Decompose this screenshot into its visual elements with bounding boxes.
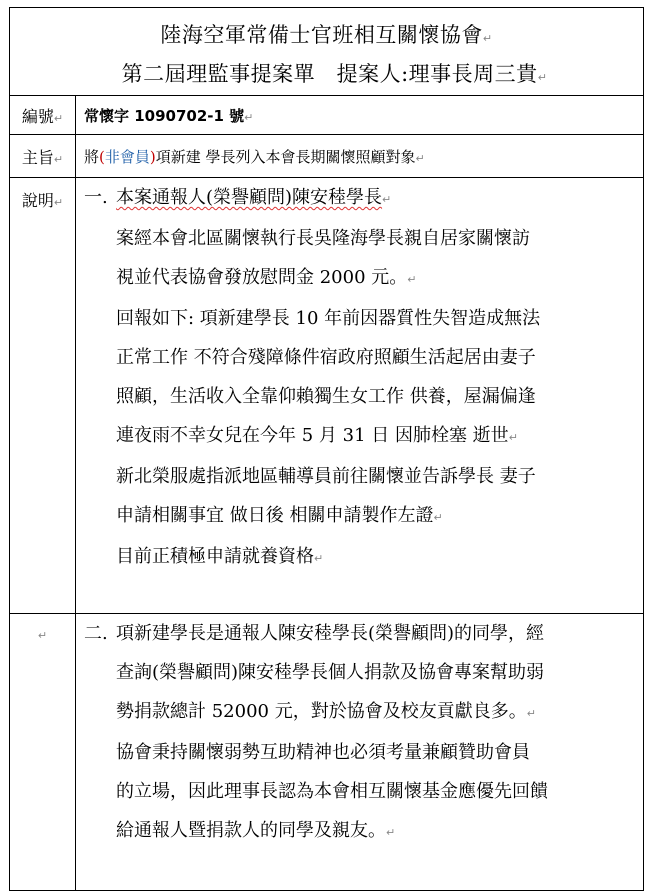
section-1-line: 目前正積極申請就養資格↵ bbox=[116, 546, 324, 567]
proposal-table bbox=[9, 7, 644, 891]
purpose-label: 主旨↵ bbox=[10, 135, 76, 178]
section-1-line: 新北榮服處指派地區輔導員前往關懷並告訴學長 妻子 bbox=[116, 466, 536, 487]
section-1-line: 照顧，生活收入全靠仰賴獨生女工作 供養，屋漏偏逢 bbox=[116, 386, 536, 407]
description-section-1 bbox=[76, 178, 644, 614]
section-1-line: 申請相關事宜 做日後 相關申請製作左證↵ bbox=[116, 505, 443, 526]
purpose-value: 將(非會員)項新建 學長列入本會長期關懷照顧對象↵ bbox=[76, 135, 644, 178]
section-2-line: 勢捐款總計 52000 元，對於協會及校友貢獻良多。↵ bbox=[116, 701, 536, 722]
section-1-line: 正常工作 不符合殘障條件宿政府照顧生活起居由妻子 bbox=[116, 347, 536, 368]
section-2-line: 給通報人暨捐款人的同學及親友。↵ bbox=[116, 820, 396, 841]
section-2-line: 項新建學長是通報人陳安稑學長(榮譽顧問)的同學，經 bbox=[116, 623, 545, 644]
section-2-number: 二. bbox=[84, 623, 108, 644]
section-1-line: 視並代表協會發放慰問金 2000 元。↵ bbox=[116, 267, 417, 288]
empty-label-cell: ↵ bbox=[10, 614, 76, 891]
title-cell bbox=[10, 8, 644, 96]
section-1-line: 連夜雨不幸女兒在今年 5 月 31 日 因肺栓塞 逝世↵ bbox=[116, 425, 518, 446]
id-value: 常懷字 1090702-1 號↵ bbox=[76, 96, 644, 135]
section-2-line: 查詢(榮譽顧問)陳安稑學長個人捐款及協會專案幫助弱 bbox=[116, 662, 545, 683]
section-1-line: 案經本會北區關懷執行長吳隆海學長親自居家關懷訪 bbox=[116, 228, 530, 249]
section-1-number: 一. bbox=[84, 187, 108, 208]
proposal-title: 第二屆理監事提案單 提案人:理事長周三貴↵ bbox=[121, 62, 548, 86]
section-2-line: 協會秉持關懷弱勢互助精神也必須考量兼顧贊助會員 bbox=[116, 742, 530, 763]
section-1-line: 本案通報人(榮譽顧問)陳安稑學長↵ bbox=[116, 187, 392, 208]
section-1-line: 回報如下: 項新建學長 10 年前因器質性失智造成無法 bbox=[116, 308, 541, 329]
non-member-highlight: 非會員 bbox=[104, 147, 150, 166]
description-label: 說明↵ bbox=[10, 178, 76, 614]
section-1-paragraph bbox=[84, 178, 633, 578]
section-2-line: 的立場，因此理事長認為本會相互關懷基金應優先回饋 bbox=[116, 781, 548, 802]
description-section-2 bbox=[76, 614, 644, 891]
section-2-paragraph bbox=[84, 614, 633, 852]
proposal-form bbox=[9, 7, 643, 882]
id-label: 編號↵ bbox=[10, 96, 76, 135]
association-title: 陸海空軍常備士官班相互關懷協會↵ bbox=[160, 23, 493, 47]
